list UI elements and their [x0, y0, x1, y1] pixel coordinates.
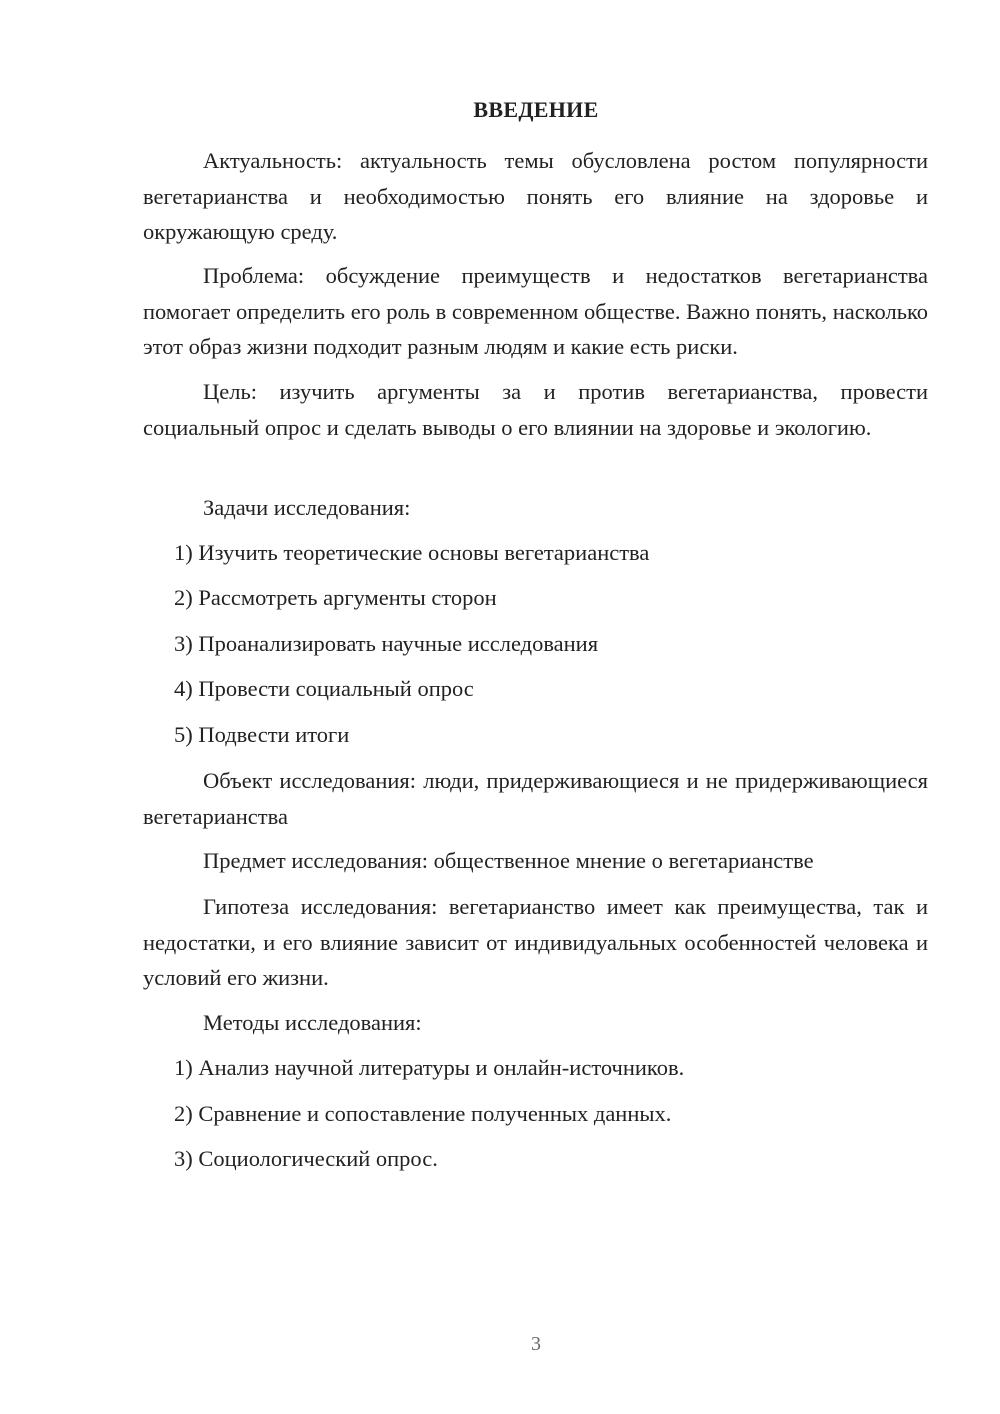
- method-item: 3) Социологический опрос.: [174, 1146, 438, 1171]
- method-item: 1) Анализ научной литературы и онлайн-источников.: [174, 1055, 685, 1080]
- task-item: 3) Проанализировать научные исследования: [174, 631, 599, 656]
- section-title: ВВЕДЕНИЕ: [473, 97, 599, 122]
- method-item: 2) Сравнение и сопоставление полученных данных.: [174, 1101, 672, 1126]
- task-item: 2) Рассмотреть аргументы сторон: [174, 585, 497, 610]
- task-item: 5) Подвести итоги: [174, 722, 350, 747]
- page-number: 3: [531, 1333, 541, 1355]
- tasks-heading: Задачи исследования:: [203, 495, 411, 520]
- paragraph-relevance: Актуальность: актуальность темы обусловлена ростом популярности вегетарианства и необходимостью понять его влияние на здоровье и окружающую среду.: [143, 148, 928, 244]
- paragraph-problem: Проблема: обсуждение преимуществ и недостатков вегетарианства помогает определить его роль в современном обществе. Важно понять, насколько этот образ жизни подходит разным людям и какие есть риски.: [143, 263, 928, 359]
- paragraph-goal: Цель: изучить аргументы за и против вегетарианства, провести социальный опрос и сделать выводы о его влиянии на здоровье и экологию.: [143, 379, 928, 440]
- paragraph-subject: Предмет исследования: общественное мнение о вегетарианстве: [203, 848, 814, 873]
- task-item: 1) Изучить теоретические основы вегетарианства: [174, 540, 650, 565]
- methods-heading: Методы исследования:: [203, 1010, 422, 1035]
- paragraph-object: Объект исследования: люди, придерживающиеся и не придерживающиеся вегетарианства: [143, 768, 928, 829]
- paragraph-hypothesis: Гипотеза исследования: вегетарианство имеет как преимущества, так и недостатки, и его влияние зависит от индивидуальных особенностей человека и условий его жизни.: [143, 894, 928, 990]
- task-item: 4) Провести социальный опрос: [174, 676, 474, 701]
